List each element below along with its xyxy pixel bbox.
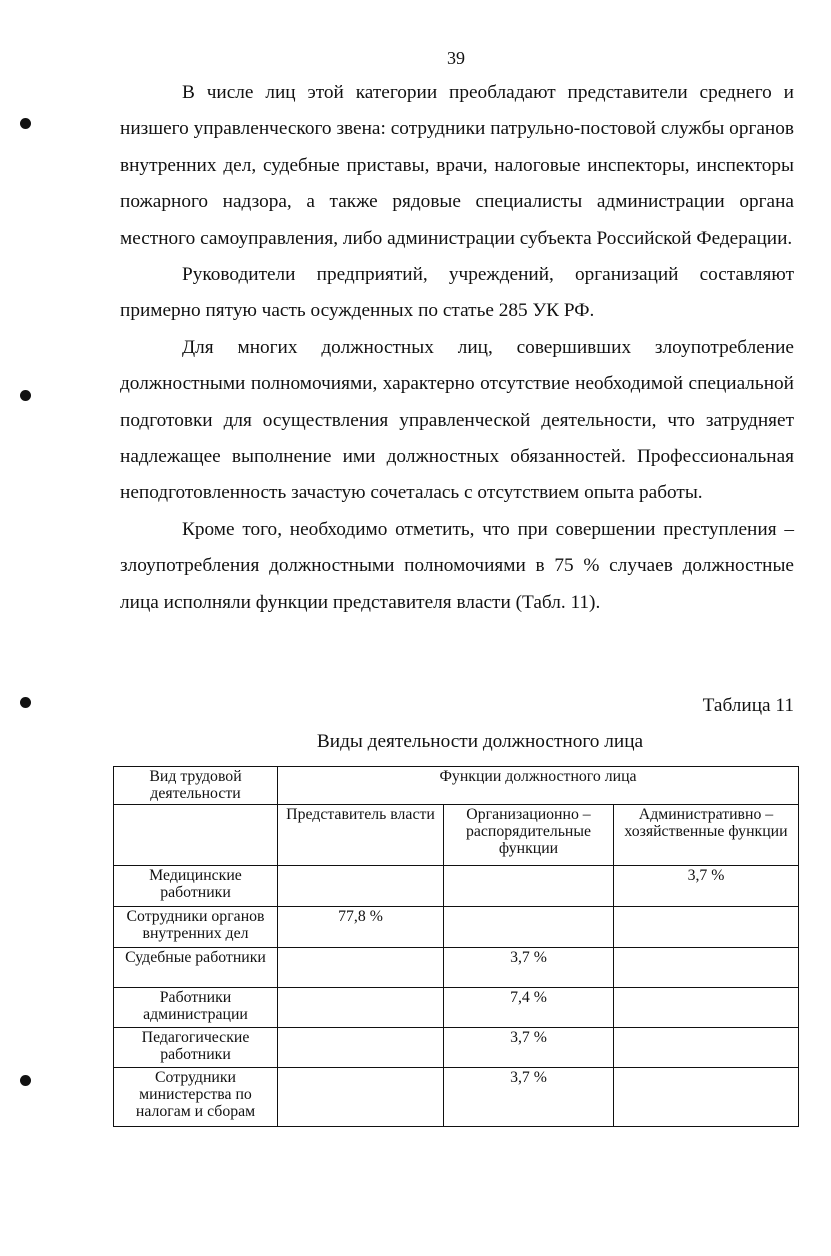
margin-dot [20, 390, 31, 401]
table-cell [614, 948, 799, 988]
page-number: 39 [447, 48, 465, 68]
body-text [120, 75, 794, 621]
row-label: Сотрудники органов внутренних дел [114, 907, 278, 948]
table-row [114, 907, 799, 948]
table-row [114, 866, 799, 907]
table-row [114, 948, 799, 988]
table-cell: 3,7 % [444, 1068, 614, 1127]
table-cell [278, 988, 444, 1028]
table-cell: 3,7 % [614, 866, 799, 907]
table-label: Таблица 11 [702, 695, 794, 716]
row-label: Сотрудники министерства по налогам и сборам [114, 1068, 278, 1127]
table-header-row [114, 767, 799, 805]
row-label: Педагогические работники [114, 1028, 278, 1068]
margin-dot [20, 118, 31, 129]
empty-cell [114, 805, 278, 866]
table-cell [614, 1028, 799, 1068]
activity-table [113, 766, 799, 1127]
paragraph: В числе лиц этой категории преобладают представители среднего и низшего управленческого звена: сотрудники патрульно-постовой службы органов внутренних дел, судебные приставы, врачи, налоговые инспекторы, инспекторы пожарного надзора, а также рядовые специалисты администрации органа местного самоуправления, либо администрации субъекта Российской Федерации. [120, 82, 794, 249]
margin-dot [20, 697, 31, 708]
table-cell: 77,8 % [278, 907, 444, 948]
row-label: Работники администрации [114, 988, 278, 1028]
table-cell [614, 1068, 799, 1127]
table-cell [614, 988, 799, 1028]
column-header: Организационно – распорядительные функции [444, 805, 614, 866]
group-header: Функции должностного лица [278, 767, 799, 805]
margin-dot [20, 1075, 31, 1086]
table-caption: Виды деятельности должностного лица [316, 731, 644, 752]
row-label: Медицинские работники [114, 866, 278, 907]
column-header: Административно – хозяйственные функции [614, 805, 799, 866]
table-cell [444, 907, 614, 948]
paragraph: Руководители предприятий, учреждений, организаций составляют примерно пятую часть осужденных по статье 285 УК РФ. [120, 264, 794, 322]
table-row [114, 1068, 799, 1127]
table-cell: 3,7 % [444, 1028, 614, 1068]
corner-header: Вид трудовой деятельности [114, 767, 278, 805]
table-cell [278, 1068, 444, 1127]
table-cell [444, 866, 614, 907]
table-cell [614, 907, 799, 948]
table-cell: 7,4 % [444, 988, 614, 1028]
table-cell [278, 866, 444, 907]
column-header: Представитель власти [278, 805, 444, 866]
table-cell: 3,7 % [444, 948, 614, 988]
paragraph: Для многих должностных лиц, совершивших злоупотребление должностными полномочиями, характерно отсутствие необходимой специальной подготовки для осуществления управленческой деятельности, что затрудняет надлежащее выполнение ими должностных обязанностей. Профессиональная неподготовленность зачастую сочеталась с отсутствием опыта работы. [120, 336, 794, 504]
paragraph: Кроме того, необходимо отметить, что при совершении преступления – злоупотребления должностными полномочиями в 75 % случаев должностные лица исполняли функции представителя власти (Табл. 11). [120, 518, 794, 613]
table-row [114, 1028, 799, 1068]
table-row [114, 988, 799, 1028]
table-subheader-row [114, 805, 799, 866]
row-label: Судебные работники [114, 948, 278, 988]
table-cell [278, 1028, 444, 1068]
table-cell [278, 948, 444, 988]
